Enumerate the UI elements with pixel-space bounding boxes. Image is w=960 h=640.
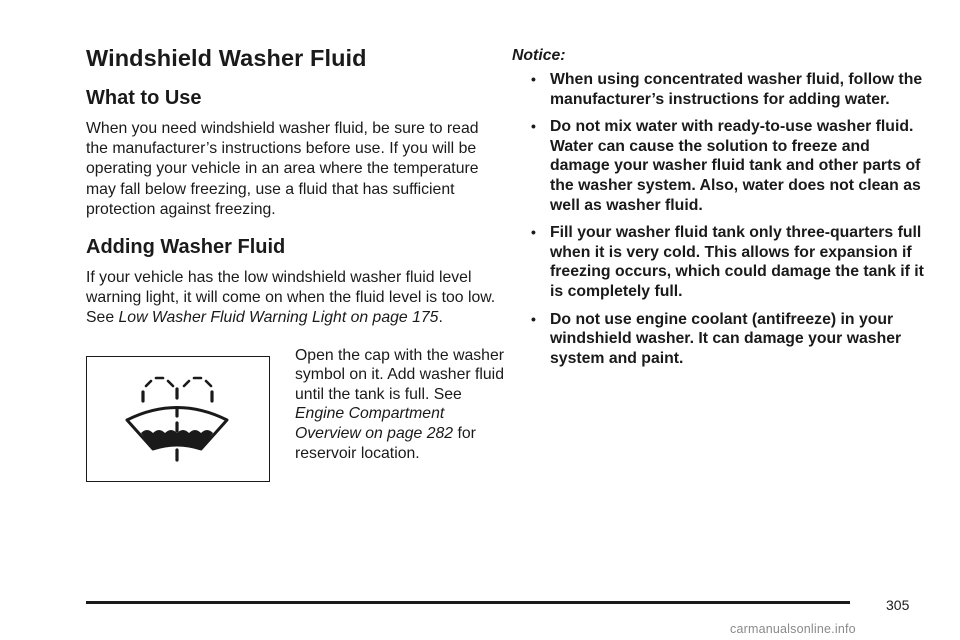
notice-item bbox=[512, 70, 932, 109]
page-number: 305 bbox=[886, 597, 910, 613]
adding-text-after: . bbox=[438, 309, 443, 327]
windshield-washer-icon bbox=[87, 357, 271, 483]
bullet-icon: • bbox=[531, 310, 536, 327]
notice-item bbox=[512, 223, 932, 301]
reference-low-washer-fluid-warning-light[interactable]: Low Washer Fluid Warning Light on page 175 bbox=[118, 309, 439, 327]
figure-instructions-paragraph bbox=[295, 346, 505, 464]
figure-row bbox=[86, 346, 504, 506]
spacer bbox=[86, 220, 496, 235]
watermark: carmanualsonline.info bbox=[730, 622, 856, 636]
bullet-icon: • bbox=[531, 118, 536, 135]
washer-symbol-figure bbox=[86, 356, 270, 482]
notice-item-text: When using concentrated washer fluid, follow the manufacturer’s instructions for adding water. bbox=[550, 71, 923, 108]
notice-item-text: Do not mix water with ready-to-use washer fluid. Water can cause the solution to freeze and damage your washer fluid tank and other parts of the washer system. Also, water does not clean as well as washer fluid. bbox=[550, 118, 921, 214]
what-to-use-paragraph: When you need windshield washer fluid, be sure to read the manufacturer’s instructions before use. If you will be operating your vehicle in an area where the temperature may fall below freezing, use a fluid that has sufficient protection against freezing. bbox=[86, 120, 479, 218]
adding-paragraph bbox=[86, 268, 496, 329]
right-column bbox=[512, 46, 932, 376]
instructions-text-2: for reservoir location. bbox=[295, 425, 476, 462]
bullet-icon: • bbox=[531, 224, 536, 241]
figure-instructions bbox=[295, 346, 505, 464]
footer-rule bbox=[86, 601, 850, 604]
notice-list bbox=[512, 70, 932, 368]
reference-engine-compartment-overview[interactable]: Engine Compartment Overview on page 282 bbox=[295, 405, 454, 442]
notice-item-text: Do not use engine coolant (antifreeze) in your windshield washer. It can damage your washer system and paint. bbox=[550, 310, 902, 367]
notice-item bbox=[512, 117, 932, 215]
section-heading-adding-washer-fluid: Adding Washer Fluid bbox=[86, 236, 286, 259]
left-column bbox=[86, 44, 504, 506]
bullet-icon: • bbox=[531, 71, 536, 87]
notice-heading: Notice: bbox=[512, 47, 566, 64]
adding-text-before: If your vehicle has the low windshield washer fluid level warning light, it will come on when the fluid level is too low. See bbox=[86, 269, 496, 327]
page-title: Windshield Washer Fluid bbox=[86, 45, 367, 71]
instructions-text-1: Open the cap with the washer symbol on it. Add washer fluid until the tank is full. See bbox=[295, 346, 504, 403]
section-heading-what-to-use: What to Use bbox=[86, 87, 202, 109]
notice-item bbox=[512, 310, 932, 369]
notice-item-text: Fill your washer fluid tank only three-quarters full when it is very cold. This allows for expansion if freezing occurs, which could damage the tank if it is completely full. bbox=[550, 224, 924, 300]
